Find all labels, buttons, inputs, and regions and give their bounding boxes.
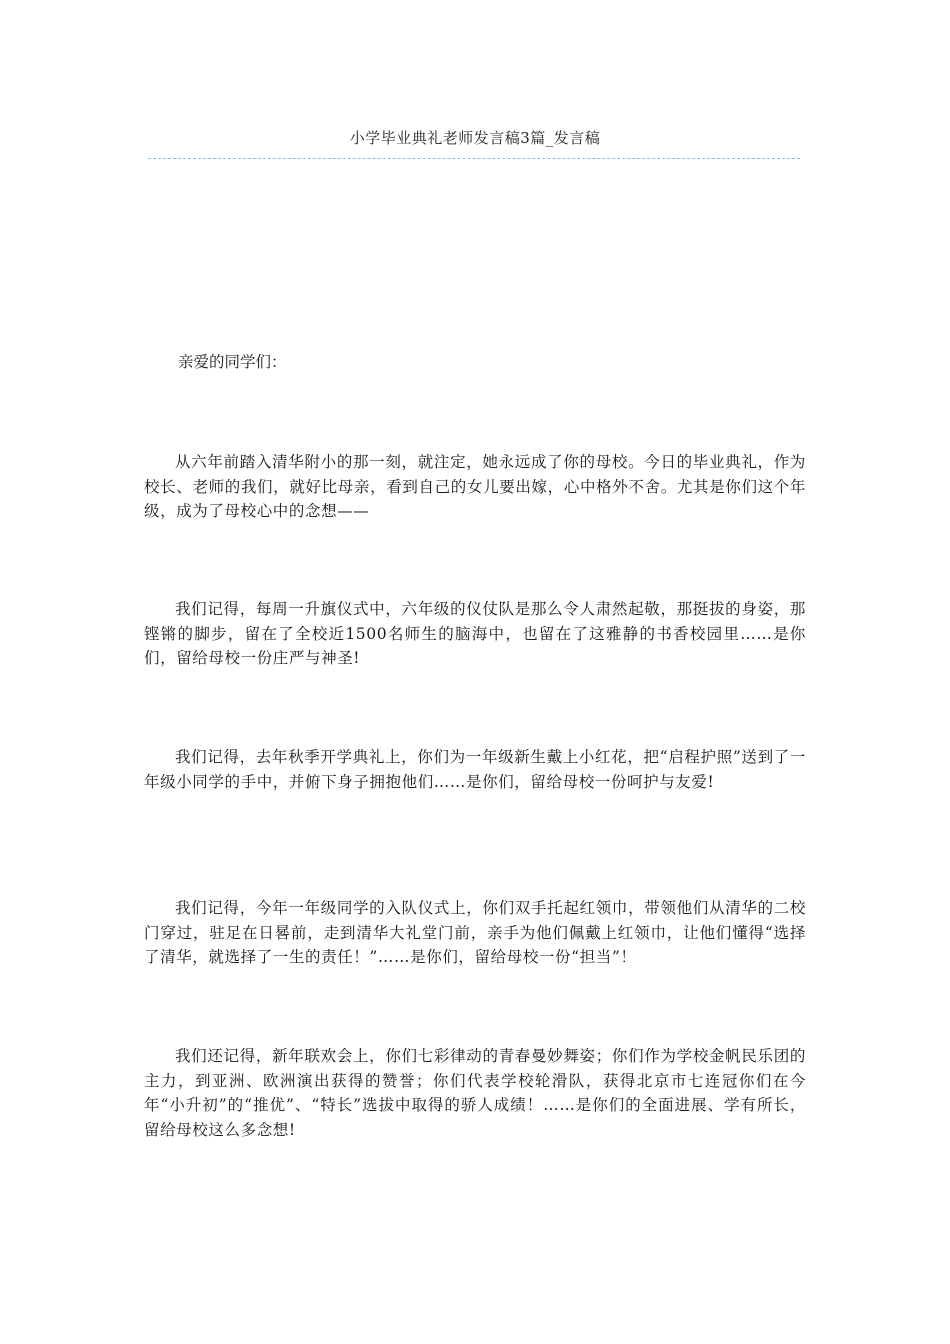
paragraph: 我们记得，今年一年级同学的入队仪式上，你们双手托起红领巾，带领他们从清华的二校门穿过，驻足在日晷前，走到清华大礼堂门前，亲手为他们佩戴上红领巾，让他们懂得“选择了清华，就选择了一生的责任！”……是你们，留给母校一份“担当”！ [144,899,806,966]
document-title: 小学毕业典礼老师发言稿3篇_发言稿 [349,129,601,147]
header-divider [148,158,800,159]
salutation: 亲爱的同学们： [178,353,287,371]
paragraph: 我们记得，每周一升旗仪式中，六年级的仪仗队是那么令人肃然起敬，那挺拔的身姿，那铿锵的脚步，留在了全校近1500名师生的脑海中，也留在了这雅静的书香校园里……是你们，留给母校一份庄严与神圣! [144,600,806,667]
paragraph: 从六年前踏入清华附小的那一刻，就注定，她永远成了你的母校。今日的毕业典礼，作为校长、老师的我们，就好比母亲，看到自己的女儿要出嫁，心中格外不舍。尤其是你们这个年级，成为了母校心中的念想—— [144,453,806,520]
paragraph: 我们记得，去年秋季开学典礼上，你们为一年级新生戴上小红花，把“启程护照”送到了一年级小同学的手中，并俯下身子拥抱他们……是你们，留给母校一份呵护与友爱! [144,748,806,791]
paragraph: 我们还记得，新年联欢会上，你们七彩律动的青春曼妙舞姿；你们作为学校金帆民乐团的主力，到亚洲、欧洲演出获得的赞誉；你们代表学校轮滑队，获得北京市七连冠你们在今年“小升初”的“推优”、“特长”选拔中取得的骄人成绩！……是你们的全面进展、学有所长，留给母校这么多念想! [144,1047,806,1139]
